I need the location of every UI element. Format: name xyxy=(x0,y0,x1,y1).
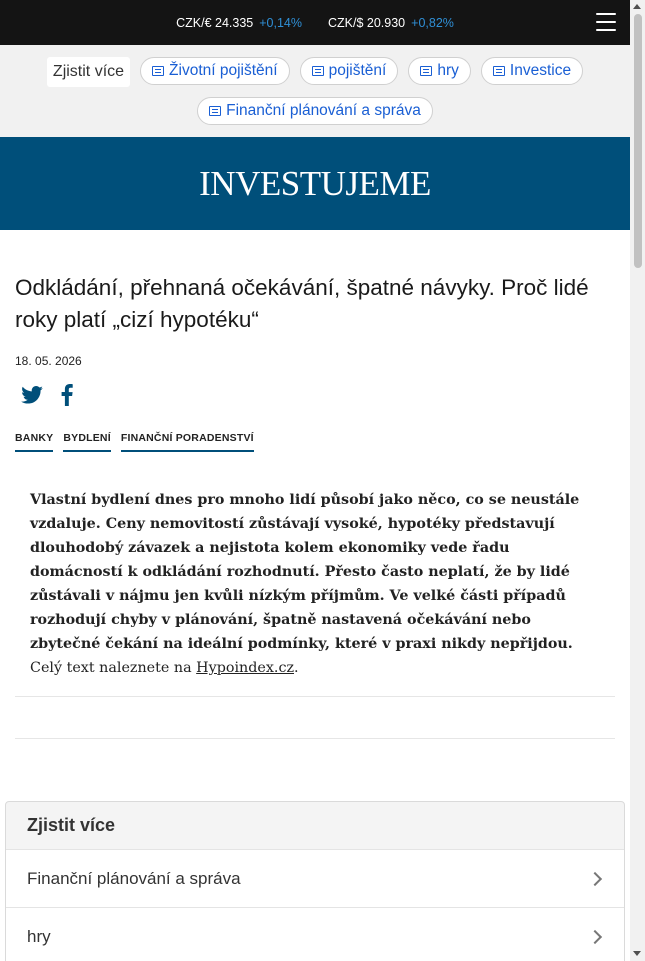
ticker-usd xyxy=(328,16,454,30)
currency-ticker xyxy=(0,0,630,45)
related-item-label: hry xyxy=(27,926,51,946)
chips-title: Zjistit více xyxy=(47,57,130,87)
divider xyxy=(15,696,615,697)
chip-hry[interactable] xyxy=(408,57,471,85)
related-title: Zjistit více xyxy=(27,815,116,835)
chip-label: Životní pojištění xyxy=(169,62,278,79)
chip-label: Finanční plánování a správa xyxy=(226,102,421,119)
newspaper-icon xyxy=(420,66,432,76)
chip-label: pojištění xyxy=(328,62,387,79)
article-tags xyxy=(15,432,615,452)
tag-bydleni[interactable]: BYDLENÍ xyxy=(63,432,111,452)
page-scrollbar[interactable] xyxy=(630,0,645,961)
related-item-label: Finanční plánování a správa xyxy=(27,868,241,888)
brand-banner xyxy=(0,137,630,230)
related-item-hry[interactable] xyxy=(6,907,624,961)
related-box xyxy=(5,801,625,961)
facebook-icon[interactable] xyxy=(61,384,73,406)
source-link[interactable]: Hypoindex.cz xyxy=(196,660,295,676)
chevron-right-icon xyxy=(588,929,602,943)
newspaper-icon xyxy=(152,66,164,76)
twitter-icon[interactable] xyxy=(21,386,43,404)
article xyxy=(0,272,630,739)
chip-label: hry xyxy=(437,62,459,79)
article-headline: Odkládání, přehnaná očekávání, špatné návyky. Proč lidé roky platí „cizí hypotéku“ xyxy=(15,275,589,332)
tag-banky[interactable]: BANKY xyxy=(15,432,53,452)
hamburger-menu-icon[interactable] xyxy=(596,13,616,31)
tag-financni-poradenstvi[interactable]: FINANČNÍ PORADENSTVÍ xyxy=(121,432,254,452)
ticker-usd-label: CZK/$ 20.930 xyxy=(328,15,406,30)
share-buttons xyxy=(15,384,615,406)
newspaper-icon xyxy=(312,66,324,76)
related-item-financni-planovani[interactable] xyxy=(6,849,624,907)
ticker-eur xyxy=(176,16,302,30)
scroll-up-icon[interactable] xyxy=(633,4,641,9)
ticker-eur-change: +0,14% xyxy=(259,15,302,30)
source-prefix: Celý text naleznete na xyxy=(30,660,197,676)
article-body xyxy=(15,488,615,680)
topic-chips xyxy=(0,45,630,137)
newspaper-icon xyxy=(493,66,505,76)
ticker-usd-change: +0,82% xyxy=(411,15,454,30)
article-date: 18. 05. 2026 xyxy=(15,354,82,368)
chip-financni-planovani[interactable] xyxy=(197,97,433,125)
chip-investice[interactable] xyxy=(481,57,583,85)
ticker-eur-label: CZK/€ 24.335 xyxy=(176,15,254,30)
source-suffix: . xyxy=(294,660,299,676)
newspaper-icon xyxy=(209,106,221,116)
scroll-down-icon[interactable] xyxy=(633,951,641,956)
chip-zivotni-pojisteni[interactable] xyxy=(140,57,290,85)
chevron-right-icon xyxy=(588,871,602,885)
site-logo[interactable]: INVESTUJEME xyxy=(199,163,431,203)
scrollbar-thumb[interactable] xyxy=(634,14,642,268)
chip-label: Investice xyxy=(509,62,572,79)
chip-pojisteni[interactable] xyxy=(300,57,399,85)
divider xyxy=(15,738,615,739)
article-body-text: Vlastní bydlení dnes pro mnoho lidí působí jako něco, co se neustále vzdaluje. Ceny nemovitostí zůstávají vysoké, hypotéky představují dlouhodobý závazek a nejistota kolem ekonomiky vede řadu domácností k odkládání rozhodnutí. Přesto často neplatí, že by lidé zůstávali v nájmu jen kvůli nízkým příjmům. Ve velké části případů rozhodují chyby v plánování, špatně nastavená očekávání nebo zbytečné čekání na ideální podmínky, které v praxi nikdy nepřijdou. xyxy=(30,492,580,652)
